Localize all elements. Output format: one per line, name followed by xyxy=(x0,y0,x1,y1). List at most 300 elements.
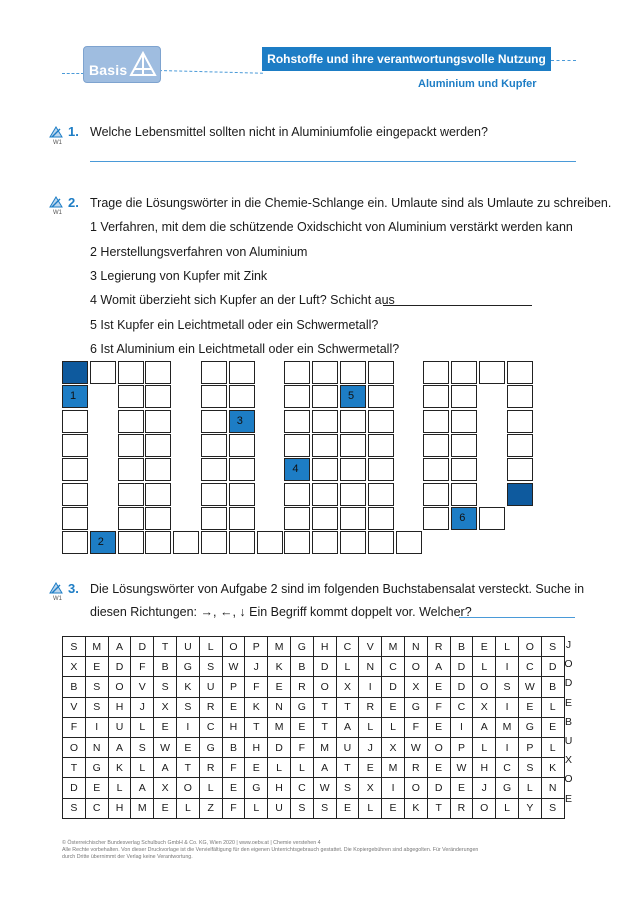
grid-letter[interactable]: E xyxy=(336,798,359,818)
grid-letter[interactable]: M xyxy=(268,717,291,737)
grid-letter[interactable]: M xyxy=(131,798,154,818)
grid-letter[interactable]: D xyxy=(382,677,405,697)
grid-letter[interactable]: F xyxy=(245,677,268,697)
grid-letter[interactable]: F xyxy=(222,798,245,818)
snake-cell[interactable] xyxy=(118,434,144,457)
grid-letter[interactable]: O xyxy=(108,677,131,697)
grid-letter[interactable]: E xyxy=(268,677,291,697)
grid-letter[interactable]: H xyxy=(108,798,131,818)
snake-cell[interactable] xyxy=(368,507,394,530)
grid-letter[interactable]: B xyxy=(222,737,245,757)
grid-letter[interactable]: E xyxy=(359,758,382,778)
snake-cell[interactable] xyxy=(451,507,477,530)
grid-letter[interactable]: L xyxy=(541,697,564,717)
snake-cell[interactable] xyxy=(507,361,533,384)
grid-letter[interactable]: D xyxy=(450,657,473,677)
grid-letter[interactable]: E xyxy=(85,778,108,798)
grid-letter[interactable]: K xyxy=(404,798,427,818)
grid-letter[interactable]: V xyxy=(359,637,382,657)
snake-cell[interactable] xyxy=(340,434,366,457)
grid-letter[interactable]: T xyxy=(427,798,450,818)
grid-letter[interactable]: A xyxy=(108,737,131,757)
grid-letter[interactable]: R xyxy=(199,758,222,778)
snake-cell[interactable] xyxy=(229,361,255,384)
grid-letter[interactable]: B xyxy=(290,657,313,677)
grid-letter[interactable]: S xyxy=(541,798,564,818)
snake-cell[interactable] xyxy=(312,434,338,457)
snake-cell[interactable] xyxy=(284,361,310,384)
grid-letter[interactable]: L xyxy=(382,717,405,737)
grid-letter[interactable]: H xyxy=(222,717,245,737)
snake-cell[interactable] xyxy=(423,410,449,433)
snake-cell[interactable] xyxy=(229,458,255,481)
snake-cell[interactable] xyxy=(507,434,533,457)
task2-item4-answer-line[interactable] xyxy=(383,305,532,306)
snake-cell[interactable] xyxy=(340,507,366,530)
snake-cell[interactable] xyxy=(340,458,366,481)
snake-cell[interactable] xyxy=(312,410,338,433)
grid-letter[interactable]: L xyxy=(268,758,291,778)
grid-letter[interactable]: W xyxy=(313,778,336,798)
snake-cell[interactable] xyxy=(340,410,366,433)
snake-cell[interactable] xyxy=(229,531,255,554)
grid-letter[interactable]: H xyxy=(473,758,496,778)
snake-cell[interactable] xyxy=(451,483,477,506)
snake-cell[interactable] xyxy=(312,531,338,554)
grid-letter[interactable]: S xyxy=(131,737,154,757)
snake-cell[interactable] xyxy=(340,531,366,554)
snake-cell[interactable] xyxy=(257,531,283,554)
grid-letter[interactable]: G xyxy=(404,697,427,717)
grid-letter[interactable]: M xyxy=(382,758,405,778)
snake-cell[interactable] xyxy=(312,385,338,408)
grid-letter[interactable]: V xyxy=(131,677,154,697)
grid-letter[interactable]: K xyxy=(176,677,199,697)
task3-answer-line[interactable] xyxy=(459,617,575,618)
grid-letter[interactable]: A xyxy=(154,758,177,778)
snake-cell[interactable] xyxy=(368,458,394,481)
grid-letter[interactable]: J xyxy=(473,778,496,798)
snake-cell[interactable] xyxy=(145,361,171,384)
grid-letter[interactable]: E xyxy=(176,737,199,757)
grid-letter[interactable]: O xyxy=(313,677,336,697)
grid-letter[interactable]: D xyxy=(541,657,564,677)
snake-cell[interactable] xyxy=(90,361,116,384)
grid-letter[interactable]: X xyxy=(154,778,177,798)
grid-letter[interactable]: E xyxy=(518,697,541,717)
snake-cell[interactable] xyxy=(507,458,533,481)
snake-cell[interactable] xyxy=(118,483,144,506)
grid-letter[interactable]: X xyxy=(404,677,427,697)
grid-letter[interactable]: N xyxy=(359,657,382,677)
grid-letter[interactable]: E xyxy=(427,677,450,697)
grid-letter[interactable]: A xyxy=(427,657,450,677)
grid-letter[interactable]: K xyxy=(268,657,291,677)
snake-cell[interactable] xyxy=(145,483,171,506)
snake-cell[interactable] xyxy=(118,458,144,481)
grid-letter[interactable]: A xyxy=(313,758,336,778)
grid-letter[interactable]: G xyxy=(290,697,313,717)
grid-letter[interactable]: D xyxy=(63,778,86,798)
grid-letter[interactable]: R xyxy=(359,697,382,717)
grid-letter[interactable]: N xyxy=(85,737,108,757)
grid-letter[interactable]: O xyxy=(63,737,86,757)
grid-letter[interactable]: X xyxy=(382,737,405,757)
snake-cell[interactable] xyxy=(62,385,88,408)
snake-cell[interactable] xyxy=(201,458,227,481)
grid-letter[interactable]: O xyxy=(404,657,427,677)
grid-letter[interactable]: J xyxy=(131,697,154,717)
grid-letter[interactable]: B xyxy=(450,637,473,657)
snake-cell[interactable] xyxy=(479,361,505,384)
grid-letter[interactable]: P xyxy=(222,677,245,697)
grid-letter[interactable]: I xyxy=(450,717,473,737)
grid-letter[interactable]: E xyxy=(427,758,450,778)
grid-letter[interactable]: M xyxy=(382,637,405,657)
grid-letter[interactable]: L xyxy=(290,758,313,778)
snake-cell[interactable] xyxy=(229,507,255,530)
snake-cell[interactable] xyxy=(423,507,449,530)
snake-cell[interactable] xyxy=(479,507,505,530)
grid-letter[interactable]: X xyxy=(359,778,382,798)
grid-letter[interactable]: E xyxy=(290,717,313,737)
snake-cell[interactable] xyxy=(173,531,199,554)
grid-letter[interactable]: I xyxy=(85,717,108,737)
grid-letter[interactable]: P xyxy=(450,737,473,757)
grid-letter[interactable]: E xyxy=(382,697,405,717)
snake-cell[interactable] xyxy=(451,410,477,433)
grid-letter[interactable]: S xyxy=(176,697,199,717)
grid-letter[interactable]: O xyxy=(473,798,496,818)
snake-cell[interactable] xyxy=(118,361,144,384)
snake-cell[interactable] xyxy=(62,483,88,506)
grid-letter[interactable]: C xyxy=(496,758,519,778)
grid-letter[interactable]: W xyxy=(154,737,177,757)
grid-letter[interactable]: E xyxy=(450,778,473,798)
grid-letter[interactable]: C xyxy=(85,798,108,818)
snake-cell[interactable] xyxy=(62,531,88,554)
grid-letter[interactable]: E xyxy=(222,697,245,717)
grid-letter[interactable]: O xyxy=(176,778,199,798)
grid-letter[interactable]: H xyxy=(108,697,131,717)
snake-cell[interactable] xyxy=(368,483,394,506)
grid-letter[interactable]: S xyxy=(496,677,519,697)
grid-letter[interactable]: G xyxy=(496,778,519,798)
snake-cell[interactable] xyxy=(62,410,88,433)
grid-letter[interactable]: L xyxy=(518,778,541,798)
snake-cell[interactable] xyxy=(62,507,88,530)
snake-cell[interactable] xyxy=(340,385,366,408)
grid-letter[interactable]: W xyxy=(222,657,245,677)
grid-letter[interactable]: J xyxy=(359,737,382,757)
snake-cell[interactable] xyxy=(368,385,394,408)
grid-letter[interactable]: R xyxy=(199,697,222,717)
grid-letter[interactable]: I xyxy=(359,677,382,697)
grid-letter[interactable]: S xyxy=(154,677,177,697)
grid-letter[interactable]: W xyxy=(518,677,541,697)
snake-cell[interactable] xyxy=(423,483,449,506)
snake-cell[interactable] xyxy=(284,434,310,457)
snake-cell[interactable] xyxy=(201,507,227,530)
grid-letter[interactable]: F xyxy=(290,737,313,757)
grid-letter[interactable]: T xyxy=(313,697,336,717)
snake-cell[interactable] xyxy=(507,385,533,408)
grid-letter[interactable]: D xyxy=(313,657,336,677)
grid-letter[interactable]: L xyxy=(496,798,519,818)
snake-cell[interactable] xyxy=(201,361,227,384)
grid-letter[interactable]: O xyxy=(518,637,541,657)
grid-letter[interactable]: A xyxy=(131,778,154,798)
grid-letter[interactable]: R xyxy=(404,758,427,778)
snake-cell[interactable] xyxy=(312,458,338,481)
grid-letter[interactable]: F xyxy=(131,657,154,677)
grid-letter[interactable]: I xyxy=(496,657,519,677)
grid-letter[interactable]: S xyxy=(85,697,108,717)
grid-letter[interactable]: U xyxy=(108,717,131,737)
grid-letter[interactable]: D xyxy=(108,657,131,677)
grid-letter[interactable]: H xyxy=(268,778,291,798)
snake-cell[interactable] xyxy=(284,531,310,554)
snake-cell[interactable] xyxy=(229,385,255,408)
snake-cell[interactable] xyxy=(229,434,255,457)
snake-cell[interactable] xyxy=(118,410,144,433)
grid-letter[interactable]: L xyxy=(473,737,496,757)
grid-letter[interactable]: O xyxy=(404,778,427,798)
snake-cell[interactable] xyxy=(284,483,310,506)
grid-letter[interactable]: L xyxy=(496,637,519,657)
grid-letter[interactable]: K xyxy=(108,758,131,778)
snake-cell[interactable] xyxy=(62,434,88,457)
grid-letter[interactable]: P xyxy=(518,737,541,757)
grid-letter[interactable]: W xyxy=(404,737,427,757)
grid-letter[interactable]: R xyxy=(427,637,450,657)
grid-letter[interactable]: X xyxy=(63,657,86,677)
snake-cell[interactable] xyxy=(201,434,227,457)
grid-letter[interactable]: C xyxy=(199,717,222,737)
grid-letter[interactable]: S xyxy=(518,758,541,778)
grid-letter[interactable]: T xyxy=(313,717,336,737)
grid-letter[interactable]: L xyxy=(131,717,154,737)
grid-letter[interactable]: N xyxy=(404,637,427,657)
grid-letter[interactable]: F xyxy=(404,717,427,737)
grid-letter[interactable]: D xyxy=(131,637,154,657)
grid-letter[interactable]: L xyxy=(176,798,199,818)
grid-letter[interactable]: G xyxy=(518,717,541,737)
grid-letter[interactable]: E xyxy=(382,798,405,818)
grid-letter[interactable]: C xyxy=(336,637,359,657)
snake-cell[interactable] xyxy=(423,458,449,481)
snake-cell[interactable] xyxy=(312,361,338,384)
grid-letter[interactable]: T xyxy=(63,758,86,778)
grid-letter[interactable]: L xyxy=(473,657,496,677)
grid-letter[interactable]: E xyxy=(541,717,564,737)
grid-letter[interactable]: O xyxy=(222,637,245,657)
task1-answer-line[interactable] xyxy=(90,161,576,162)
grid-letter[interactable]: I xyxy=(496,697,519,717)
snake-cell[interactable] xyxy=(145,531,171,554)
grid-letter[interactable]: W xyxy=(450,758,473,778)
grid-letter[interactable]: C xyxy=(290,778,313,798)
grid-letter[interactable]: H xyxy=(313,637,336,657)
grid-letter[interactable]: A xyxy=(336,717,359,737)
snake-cell[interactable] xyxy=(62,458,88,481)
grid-letter[interactable]: S xyxy=(336,778,359,798)
grid-letter[interactable]: N xyxy=(541,778,564,798)
snake-cell[interactable] xyxy=(423,361,449,384)
snake-cell[interactable] xyxy=(340,483,366,506)
grid-letter[interactable]: C xyxy=(382,657,405,677)
grid-letter[interactable]: V xyxy=(63,697,86,717)
grid-letter[interactable]: D xyxy=(450,677,473,697)
grid-letter[interactable]: F xyxy=(63,717,86,737)
grid-letter[interactable]: K xyxy=(245,697,268,717)
snake-cell[interactable] xyxy=(284,507,310,530)
grid-letter[interactable]: T xyxy=(336,758,359,778)
snake-cell[interactable] xyxy=(62,361,88,384)
grid-letter[interactable]: X xyxy=(336,677,359,697)
grid-letter[interactable]: T xyxy=(245,717,268,737)
grid-letter[interactable]: X xyxy=(154,697,177,717)
snake-cell[interactable] xyxy=(368,531,394,554)
snake-cell[interactable] xyxy=(118,531,144,554)
snake-cell[interactable] xyxy=(145,458,171,481)
grid-letter[interactable]: L xyxy=(245,798,268,818)
grid-letter[interactable]: I xyxy=(176,717,199,737)
grid-letter[interactable]: S xyxy=(199,657,222,677)
grid-letter[interactable]: E xyxy=(85,657,108,677)
grid-letter[interactable]: L xyxy=(199,778,222,798)
grid-letter[interactable]: C xyxy=(518,657,541,677)
grid-letter[interactable]: G xyxy=(176,657,199,677)
grid-letter[interactable]: J xyxy=(245,657,268,677)
grid-letter[interactable]: L xyxy=(199,637,222,657)
snake-cell[interactable] xyxy=(145,507,171,530)
snake-cell[interactable] xyxy=(368,434,394,457)
grid-letter[interactable]: F xyxy=(427,697,450,717)
grid-letter[interactable]: A xyxy=(108,637,131,657)
grid-letter[interactable]: M xyxy=(496,717,519,737)
snake-cell[interactable] xyxy=(201,410,227,433)
snake-cell[interactable] xyxy=(229,410,255,433)
grid-letter[interactable]: S xyxy=(63,798,86,818)
grid-letter[interactable]: S xyxy=(63,637,86,657)
snake-cell[interactable] xyxy=(90,531,116,554)
grid-letter[interactable]: G xyxy=(199,737,222,757)
grid-letter[interactable]: O xyxy=(473,677,496,697)
grid-letter[interactable]: S xyxy=(85,677,108,697)
grid-letter[interactable]: G xyxy=(245,778,268,798)
snake-cell[interactable] xyxy=(284,410,310,433)
snake-cell[interactable] xyxy=(451,385,477,408)
grid-letter[interactable]: D xyxy=(427,778,450,798)
grid-letter[interactable]: R xyxy=(290,677,313,697)
grid-letter[interactable]: E xyxy=(222,778,245,798)
grid-letter[interactable]: E xyxy=(473,637,496,657)
snake-cell[interactable] xyxy=(312,507,338,530)
grid-letter[interactable]: S xyxy=(290,798,313,818)
snake-cell[interactable] xyxy=(312,483,338,506)
grid-letter[interactable]: S xyxy=(541,637,564,657)
grid-letter[interactable]: B xyxy=(154,657,177,677)
snake-cell[interactable] xyxy=(340,361,366,384)
grid-letter[interactable]: L xyxy=(131,758,154,778)
grid-letter[interactable]: B xyxy=(541,677,564,697)
snake-cell[interactable] xyxy=(368,361,394,384)
grid-letter[interactable]: M xyxy=(268,637,291,657)
grid-letter[interactable]: L xyxy=(336,657,359,677)
grid-letter[interactable]: F xyxy=(222,758,245,778)
grid-letter[interactable]: G xyxy=(85,758,108,778)
grid-letter[interactable]: L xyxy=(541,737,564,757)
grid-letter[interactable]: N xyxy=(268,697,291,717)
grid-letter[interactable]: U xyxy=(336,737,359,757)
grid-letter[interactable]: M xyxy=(313,737,336,757)
snake-cell[interactable] xyxy=(118,507,144,530)
snake-cell[interactable] xyxy=(451,458,477,481)
grid-letter[interactable]: G xyxy=(290,637,313,657)
snake-cell[interactable] xyxy=(145,385,171,408)
grid-letter[interactable]: O xyxy=(427,737,450,757)
grid-letter[interactable]: L xyxy=(359,717,382,737)
grid-letter[interactable]: T xyxy=(154,637,177,657)
grid-letter[interactable]: H xyxy=(245,737,268,757)
grid-letter[interactable]: U xyxy=(268,798,291,818)
grid-letter[interactable]: Z xyxy=(199,798,222,818)
snake-cell[interactable] xyxy=(201,385,227,408)
grid-letter[interactable]: B xyxy=(63,677,86,697)
grid-letter[interactable]: E xyxy=(427,717,450,737)
snake-cell[interactable] xyxy=(423,434,449,457)
grid-letter[interactable]: T xyxy=(336,697,359,717)
snake-cell[interactable] xyxy=(284,385,310,408)
grid-letter[interactable]: E xyxy=(154,798,177,818)
snake-cell[interactable] xyxy=(145,434,171,457)
snake-cell[interactable] xyxy=(145,410,171,433)
snake-cell[interactable] xyxy=(201,531,227,554)
snake-cell[interactable] xyxy=(396,531,422,554)
snake-cell[interactable] xyxy=(451,434,477,457)
grid-letter[interactable]: K xyxy=(541,758,564,778)
grid-letter[interactable]: Y xyxy=(518,798,541,818)
grid-letter[interactable]: E xyxy=(245,758,268,778)
snake-cell[interactable] xyxy=(423,385,449,408)
grid-letter[interactable]: L xyxy=(108,778,131,798)
snake-cell[interactable] xyxy=(201,483,227,506)
grid-letter[interactable]: D xyxy=(268,737,291,757)
grid-letter[interactable]: U xyxy=(199,677,222,697)
grid-letter[interactable]: R xyxy=(450,798,473,818)
grid-letter[interactable]: E xyxy=(154,717,177,737)
snake-cell[interactable] xyxy=(368,410,394,433)
snake-cell[interactable] xyxy=(284,458,310,481)
snake-cell[interactable] xyxy=(451,361,477,384)
grid-letter[interactable]: T xyxy=(176,758,199,778)
grid-letter[interactable]: U xyxy=(176,637,199,657)
grid-letter[interactable]: A xyxy=(473,717,496,737)
grid-letter[interactable]: S xyxy=(313,798,336,818)
snake-cell[interactable] xyxy=(229,483,255,506)
snake-cell[interactable] xyxy=(507,483,533,506)
snake-cell[interactable] xyxy=(118,385,144,408)
snake-cell[interactable] xyxy=(507,410,533,433)
grid-letter[interactable]: L xyxy=(359,798,382,818)
grid-letter[interactable]: C xyxy=(450,697,473,717)
grid-letter[interactable]: P xyxy=(245,637,268,657)
grid-letter[interactable]: I xyxy=(496,737,519,757)
grid-letter[interactable]: M xyxy=(85,637,108,657)
grid-letter[interactable]: I xyxy=(382,778,405,798)
grid-letter[interactable]: X xyxy=(473,697,496,717)
